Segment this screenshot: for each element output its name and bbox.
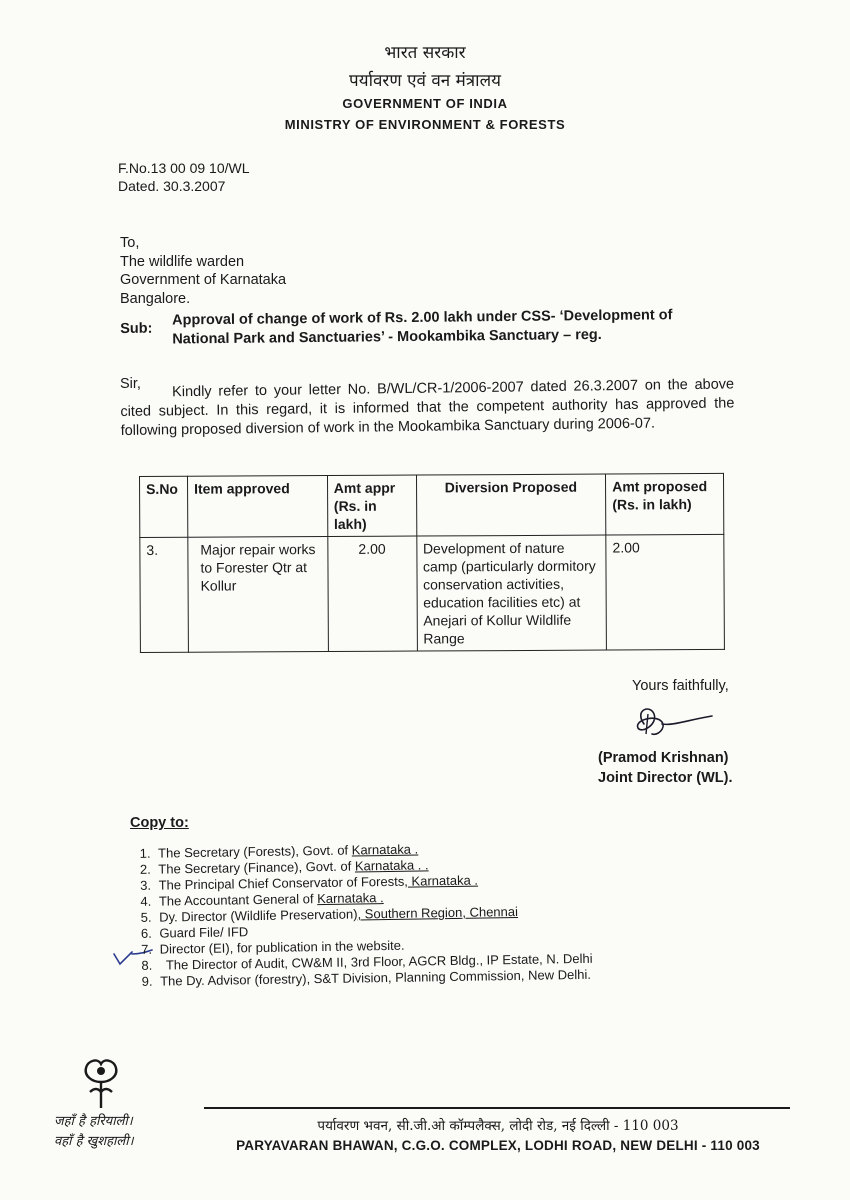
footer-slogan [54,1112,134,1152]
closing: Yours faithfully, [632,678,729,694]
cell-amt-approved: 2.00 [328,536,417,651]
copy-to-list [132,837,676,989]
body-paragraph: Kindly refer to your letter No. B/WL/CR-1/2006-2007 dated 26.3.2007 on the above cited subject. In this regard, it is informed that the competent authority has approved the following proposed diversion of work in the Mookambika Sanctuary during 2006-07. [120,376,735,439]
copy-recipient: The Secretary (Finance), Govt. of [158,858,355,877]
letterhead-ministry: MINISTRY OF ENVIRONMENT & FORESTS [284,117,566,132]
salutation: Sir, [120,376,141,392]
cell-sno: 3. [140,537,189,652]
copy-recipient-underlined: Karnataka . [351,841,419,858]
copy-recipient: Dy. Director (Wildlife Preservation) [159,906,358,925]
letterhead-hindi-ministry: पर्यावरण एवं वन मंत्रालय [349,71,501,91]
header-item-approved: Item approved [187,476,327,538]
header-sno: S.No [140,476,188,537]
file-number: F.No.13 00 09 10/WL [118,160,250,176]
letterhead-hindi-title: भारत सरकार [384,43,466,63]
addressee-line: To, [120,235,140,251]
copy-recipient: The Accountant General of [158,891,318,909]
cell-diversion-proposed: Development of nature camp (particularly dormitory conservation activities, education facilities etc) at Anejari of Kollur Wildlife Range [416,535,606,651]
copy-recipient: The Principal Chief Conservator of Forests, [158,873,408,893]
addressee-line: Bangalore. [120,290,191,307]
header-amt-proposed: Amt proposed (Rs. in lakh) [606,473,724,535]
table-row [140,534,725,652]
subject-text: Approval of change of work of Rs. 2.00 lakh under CSS- ‘Development of National Park and Sanctuaries’ - Mookambika Sanctuary – reg. [172,307,673,348]
ministry-tree-logo-icon [72,1052,130,1110]
signatory-block [598,748,733,788]
slogan-line: वहाँ है खुशहाली। [54,1134,134,1149]
header-diversion-proposed: Diversion Proposed [416,474,606,536]
copy-to-heading: Copy to: [130,815,189,831]
copy-recipient: The Director of Audit, CW&M II, 3rd Floor, AGCR Bldg., IP Estate, N. Delhi [165,950,593,973]
copy-recipient-underlined: Karnataka . [407,872,479,889]
copy-recipient-underlined: , Southern Region, Chennai [357,903,519,922]
handwritten-signature [628,700,718,744]
letterhead-government: GOVERNMENT OF INDIA [342,96,508,111]
copy-recipient: Director (EI), for publication in the website. [159,937,405,957]
header-amt-approved: Amt appr (Rs. in lakh) [327,475,416,536]
slogan-line: जहाँ है हरियाली। [54,1114,133,1129]
copy-recipient: The Secretary (Forests), Govt. of [157,842,352,861]
copy-recipient: The Dy. Advisor (forestry), S&T Division, Planning Commission, New Delhi. [160,966,592,989]
addressee-block [120,234,286,308]
cell-item-approved: Major repair works to Forester Qtr at Kollur [188,537,328,653]
letter-date: Dated. 30.3.2007 [118,178,226,194]
signatory-name: (Pramod Krishnan) [598,750,729,766]
signatory-designation: Joint Director (WL). [598,770,733,786]
addressee-line: Government of Karnataka [120,272,287,288]
footer-address-english: PARYAVARAN BHAWAN, C.G.O. COMPLEX, LODHI ROAD, NEW DELHI - 110 003 [236,1138,760,1153]
cell-amt-proposed: 2.00 [606,534,724,650]
table-header-row [140,473,724,537]
copy-recipient-underlined: Karnataka . [317,890,384,907]
copy-recipient: Guard File/ IFD [159,924,249,941]
copy-recipient-underlined: Karnataka . . [354,857,429,874]
addressee-line: The wildlife warden [120,253,245,270]
work-diversion-table [139,473,725,653]
footer-divider [204,1107,790,1109]
footer-address-hindi: पर्यावरण भवन, सी.जी.ओ कॉम्पलैक्स, लोदी रोड, नई दिल्ली - 110 003 [317,1118,679,1134]
subject-label: Sub: [120,320,153,337]
